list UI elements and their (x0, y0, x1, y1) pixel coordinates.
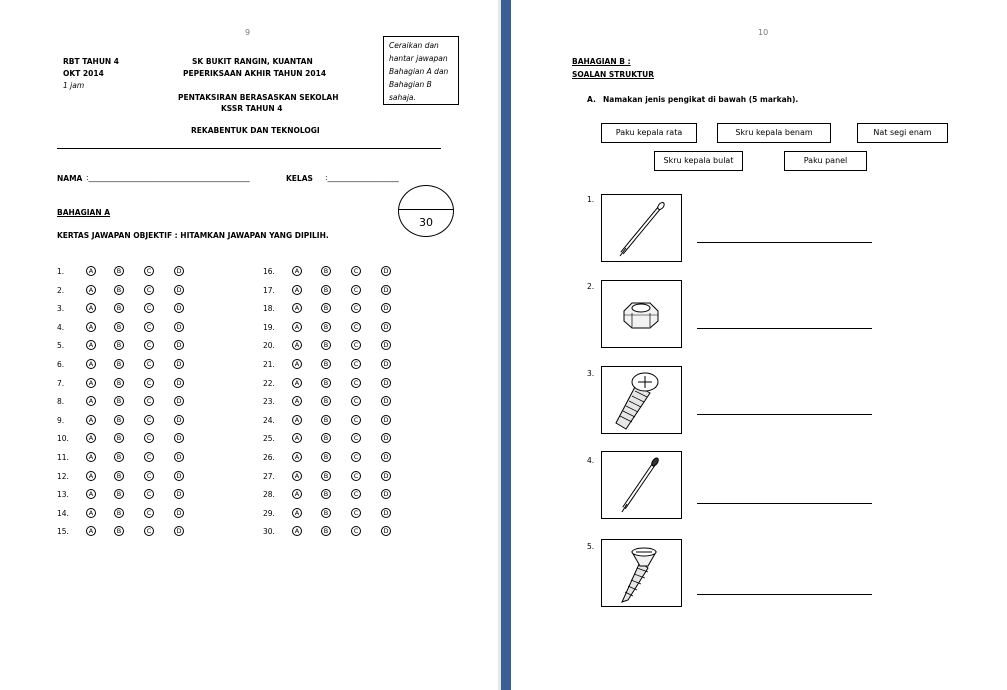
answer-bubble[interactable]: D (174, 471, 184, 481)
answer-line[interactable] (697, 242, 872, 243)
answer-bubble[interactable]: C (144, 526, 154, 536)
question-number: 6. (57, 360, 65, 369)
question-number: 27. (263, 472, 275, 481)
answer-bubble[interactable]: C (351, 396, 361, 406)
answer-bubble[interactable]: C (144, 433, 154, 443)
question-text: Namakan jenis pengikat di bawah (5 markah). (603, 95, 799, 104)
name-label: NAMA (57, 174, 83, 183)
answer-bubble[interactable]: D (381, 322, 391, 332)
answer-bubble[interactable]: D (174, 266, 184, 276)
answer-bubble[interactable]: C (351, 285, 361, 295)
answer-bubble[interactable]: D (174, 452, 184, 462)
question-number: 18. (263, 304, 275, 313)
question-number: 16. (263, 267, 275, 276)
answer-bubble[interactable]: A (292, 508, 302, 518)
question-number: 21. (263, 360, 275, 369)
answer-bubble[interactable]: D (381, 359, 391, 369)
answer-bubble[interactable]: D (381, 433, 391, 443)
answer-bubble[interactable]: B (321, 340, 331, 350)
answer-bubble[interactable]: B (321, 452, 331, 462)
answer-bubble[interactable]: B (114, 322, 124, 332)
answer-bubble[interactable]: A (86, 396, 96, 406)
word-bank-item: Skru kepala benam (717, 123, 831, 143)
answer-bubble[interactable]: C (144, 415, 154, 425)
answer-bubble[interactable]: C (351, 526, 361, 536)
answer-bubble[interactable]: D (174, 378, 184, 388)
answer-bubble[interactable]: D (381, 508, 391, 518)
answer-bubble[interactable]: A (86, 303, 96, 313)
answer-bubble[interactable]: D (381, 489, 391, 499)
word-bank-item: Paku panel (784, 151, 867, 171)
instruction-note: Ceraikan dan hantar jawapan Bahagian A dan Bahagian B sahaja. (383, 36, 459, 105)
answer-bubble[interactable]: B (321, 322, 331, 332)
answer-bubble[interactable]: C (351, 322, 361, 332)
answer-bubble[interactable]: C (144, 396, 154, 406)
answer-bubble[interactable]: A (292, 526, 302, 536)
word-bank-item: Nat segi enam (857, 123, 948, 143)
answer-bubble[interactable]: B (321, 508, 331, 518)
answer-bubble[interactable]: B (114, 471, 124, 481)
question-number: 9. (57, 416, 65, 425)
answer-bubble[interactable]: D (381, 340, 391, 350)
item-image-box (601, 194, 682, 262)
question-number: 26. (263, 453, 275, 462)
question-number: 19. (263, 323, 275, 332)
answer-bubble[interactable]: D (174, 322, 184, 332)
answer-bubble[interactable]: D (174, 526, 184, 536)
question-number: 11. (57, 453, 69, 462)
answer-bubble[interactable]: D (381, 471, 391, 481)
word-bank-item: Skru kepala bulat (654, 151, 743, 171)
item-number: 2. (587, 282, 595, 291)
answer-bubble[interactable]: B (321, 433, 331, 443)
answer-bubble[interactable]: D (174, 340, 184, 350)
question-number: 29. (263, 509, 275, 518)
answer-line[interactable] (697, 414, 872, 415)
assessment-title: PENTAKSIRAN BERASASKAN SEKOLAH (178, 93, 339, 102)
answer-bubble[interactable]: D (381, 285, 391, 295)
answer-line[interactable] (697, 328, 872, 329)
answer-bubble[interactable]: B (114, 433, 124, 443)
answer-bubble[interactable]: D (174, 359, 184, 369)
answer-bubble[interactable]: B (114, 266, 124, 276)
answer-bubble[interactable]: B (114, 526, 124, 536)
word-bank-item: Paku kepala rata (601, 123, 697, 143)
answer-bubble[interactable]: A (86, 489, 96, 499)
item-image-box (601, 539, 682, 607)
answer-bubble[interactable]: A (86, 433, 96, 443)
answer-bubble[interactable]: A (292, 285, 302, 295)
answer-bubble[interactable]: C (144, 303, 154, 313)
answer-bubble[interactable]: B (114, 415, 124, 425)
page-number: 9 (245, 28, 251, 37)
answer-bubble[interactable]: A (292, 378, 302, 388)
answer-bubble[interactable]: C (144, 452, 154, 462)
answer-bubble[interactable]: C (144, 489, 154, 499)
answer-bubble[interactable]: A (292, 471, 302, 481)
curriculum: KSSR TAHUN 4 (221, 104, 283, 113)
answer-bubble[interactable]: A (86, 526, 96, 536)
answer-bubble[interactable]: C (144, 322, 154, 332)
section-b-title: BAHAGIAN B : (572, 57, 631, 66)
round-head-screw-icon (602, 367, 681, 433)
item-number: 1. (587, 195, 595, 204)
answer-bubble[interactable]: B (321, 471, 331, 481)
answer-bubble[interactable]: B (114, 378, 124, 388)
score-circle (398, 185, 454, 237)
answer-bubble[interactable]: B (114, 489, 124, 499)
question-number: 13. (57, 490, 69, 499)
answer-bubble[interactable]: D (174, 489, 184, 499)
answer-bubble[interactable]: C (144, 340, 154, 350)
exam-duration: 1 jam (63, 81, 85, 90)
section-b-subtitle: SOALAN STRUKTUR (572, 70, 655, 79)
question-number: 14. (57, 509, 69, 518)
answer-bubble[interactable]: B (114, 359, 124, 369)
answer-bubble[interactable]: B (321, 526, 331, 536)
item-number: 4. (587, 456, 595, 465)
question-number: 4. (57, 323, 65, 332)
answer-bubble[interactable]: D (174, 508, 184, 518)
answer-bubble[interactable]: C (144, 378, 154, 388)
answer-bubble[interactable]: A (292, 489, 302, 499)
school-name: SK BUKIT RANGIN, KUANTAN (192, 57, 313, 66)
section-a-title: BAHAGIAN A (57, 208, 111, 217)
answer-bubble[interactable]: A (292, 340, 302, 350)
panel-pin-icon (602, 452, 681, 518)
answer-bubble[interactable]: C (351, 508, 361, 518)
answer-bubble[interactable]: A (86, 322, 96, 332)
answer-bubble[interactable]: D (381, 396, 391, 406)
question-number: 1. (57, 267, 65, 276)
question-number: 3. (57, 304, 65, 313)
question-number: 5. (57, 341, 65, 350)
answer-bubble[interactable]: A (86, 359, 96, 369)
answer-bubble[interactable]: B (321, 285, 331, 295)
class-field[interactable]: :___________________ (325, 173, 399, 182)
page-number: 10 (758, 28, 769, 37)
question-number: 15. (57, 527, 69, 536)
answer-bubble[interactable]: C (351, 452, 361, 462)
section-a-instruction: KERTAS JAWAPAN OBJEKTIF : HITAMKAN JAWAPAN YANG DIPILIH. (57, 231, 329, 240)
answer-bubble[interactable]: A (292, 452, 302, 462)
question-number: 25. (263, 434, 275, 443)
answer-bubble[interactable]: C (351, 303, 361, 313)
subject-code: RBT TAHUN 4 (63, 57, 120, 66)
answer-bubble[interactable]: B (114, 452, 124, 462)
page-9 (0, 0, 498, 690)
answer-bubble[interactable]: A (292, 322, 302, 332)
answer-bubble[interactable]: C (351, 471, 361, 481)
question-number: 20. (263, 341, 275, 350)
answer-bubble[interactable]: B (114, 285, 124, 295)
answer-bubble[interactable]: A (86, 415, 96, 425)
answer-bubble[interactable]: D (381, 415, 391, 425)
header-divider (57, 148, 441, 149)
class-label: KELAS (286, 174, 313, 183)
question-number: 2. (57, 286, 65, 295)
answer-bubble[interactable]: C (351, 378, 361, 388)
answer-bubble[interactable]: B (321, 489, 331, 499)
answer-bubble[interactable]: D (174, 303, 184, 313)
question-label: A. (587, 95, 596, 104)
answer-bubble[interactable]: B (114, 303, 124, 313)
answer-bubble[interactable]: C (144, 285, 154, 295)
answer-bubble[interactable]: D (381, 378, 391, 388)
answer-bubble[interactable]: C (351, 433, 361, 443)
nail-icon (602, 195, 681, 261)
answer-bubble[interactable]: A (86, 452, 96, 462)
countersunk-screw-icon (602, 540, 681, 606)
name-field[interactable]: :___________________________________________ (86, 173, 250, 182)
answer-bubble[interactable]: A (86, 266, 96, 276)
hex-nut-icon (602, 281, 681, 347)
answer-bubble[interactable]: A (292, 433, 302, 443)
item-number: 5. (587, 542, 595, 551)
answer-bubble[interactable]: B (114, 396, 124, 406)
answer-bubble[interactable]: A (86, 340, 96, 350)
answer-bubble[interactable]: A (292, 359, 302, 369)
item-number: 3. (587, 369, 595, 378)
exam-date: OKT 2014 (63, 69, 104, 78)
question-number: 10. (57, 434, 69, 443)
subject-title: REKABENTUK DAN TEKNOLOGI (191, 126, 320, 135)
answer-bubble[interactable]: B (321, 396, 331, 406)
answer-bubble[interactable]: C (351, 415, 361, 425)
answer-bubble[interactable]: B (114, 340, 124, 350)
answer-bubble[interactable]: D (174, 396, 184, 406)
answer-bubble[interactable]: D (381, 266, 391, 276)
answer-bubble[interactable]: D (381, 452, 391, 462)
answer-bubble[interactable]: B (321, 359, 331, 369)
answer-bubble[interactable]: C (351, 489, 361, 499)
answer-bubble[interactable]: C (144, 266, 154, 276)
score-total: 30 (419, 216, 433, 229)
item-image-box (601, 366, 682, 434)
answer-bubble[interactable]: D (381, 303, 391, 313)
answer-bubble[interactable]: A (292, 396, 302, 406)
page-divider (501, 0, 511, 690)
question-number: 28. (263, 490, 275, 499)
exam-name: PEPERIKSAAN AKHIR TAHUN 2014 (183, 69, 327, 78)
question-number: 30. (263, 527, 275, 536)
answer-bubble[interactable]: A (292, 303, 302, 313)
answer-bubble[interactable]: B (321, 303, 331, 313)
answer-bubble[interactable]: B (321, 378, 331, 388)
question-number: 17. (263, 286, 275, 295)
answer-bubble[interactable]: B (321, 415, 331, 425)
answer-line[interactable] (697, 594, 872, 595)
question-number: 22. (263, 379, 275, 388)
answer-bubble[interactable]: D (381, 526, 391, 536)
item-image-box (601, 280, 682, 348)
answer-bubble[interactable]: A (86, 471, 96, 481)
question-number: 8. (57, 397, 65, 406)
answer-bubble[interactable]: A (86, 285, 96, 295)
answer-bubble[interactable]: C (351, 359, 361, 369)
answer-line[interactable] (697, 503, 872, 504)
answer-bubble[interactable]: A (292, 266, 302, 276)
question-number: 12. (57, 472, 69, 481)
answer-bubble[interactable]: D (174, 433, 184, 443)
answer-bubble[interactable]: A (292, 415, 302, 425)
answer-bubble[interactable]: C (351, 340, 361, 350)
answer-bubble[interactable]: C (144, 471, 154, 481)
score-divider (399, 209, 453, 210)
answer-bubble[interactable]: C (351, 266, 361, 276)
question-number: 7. (57, 379, 65, 388)
answer-bubble[interactable]: C (144, 359, 154, 369)
item-image-box (601, 451, 682, 519)
answer-bubble[interactable]: B (114, 508, 124, 518)
answer-bubble[interactable]: A (86, 508, 96, 518)
answer-bubble[interactable]: D (174, 285, 184, 295)
answer-bubble[interactable]: A (86, 378, 96, 388)
question-number: 23. (263, 397, 275, 406)
answer-bubble[interactable]: C (144, 508, 154, 518)
answer-bubble[interactable]: D (174, 415, 184, 425)
answer-bubble[interactable]: B (321, 266, 331, 276)
question-number: 24. (263, 416, 275, 425)
